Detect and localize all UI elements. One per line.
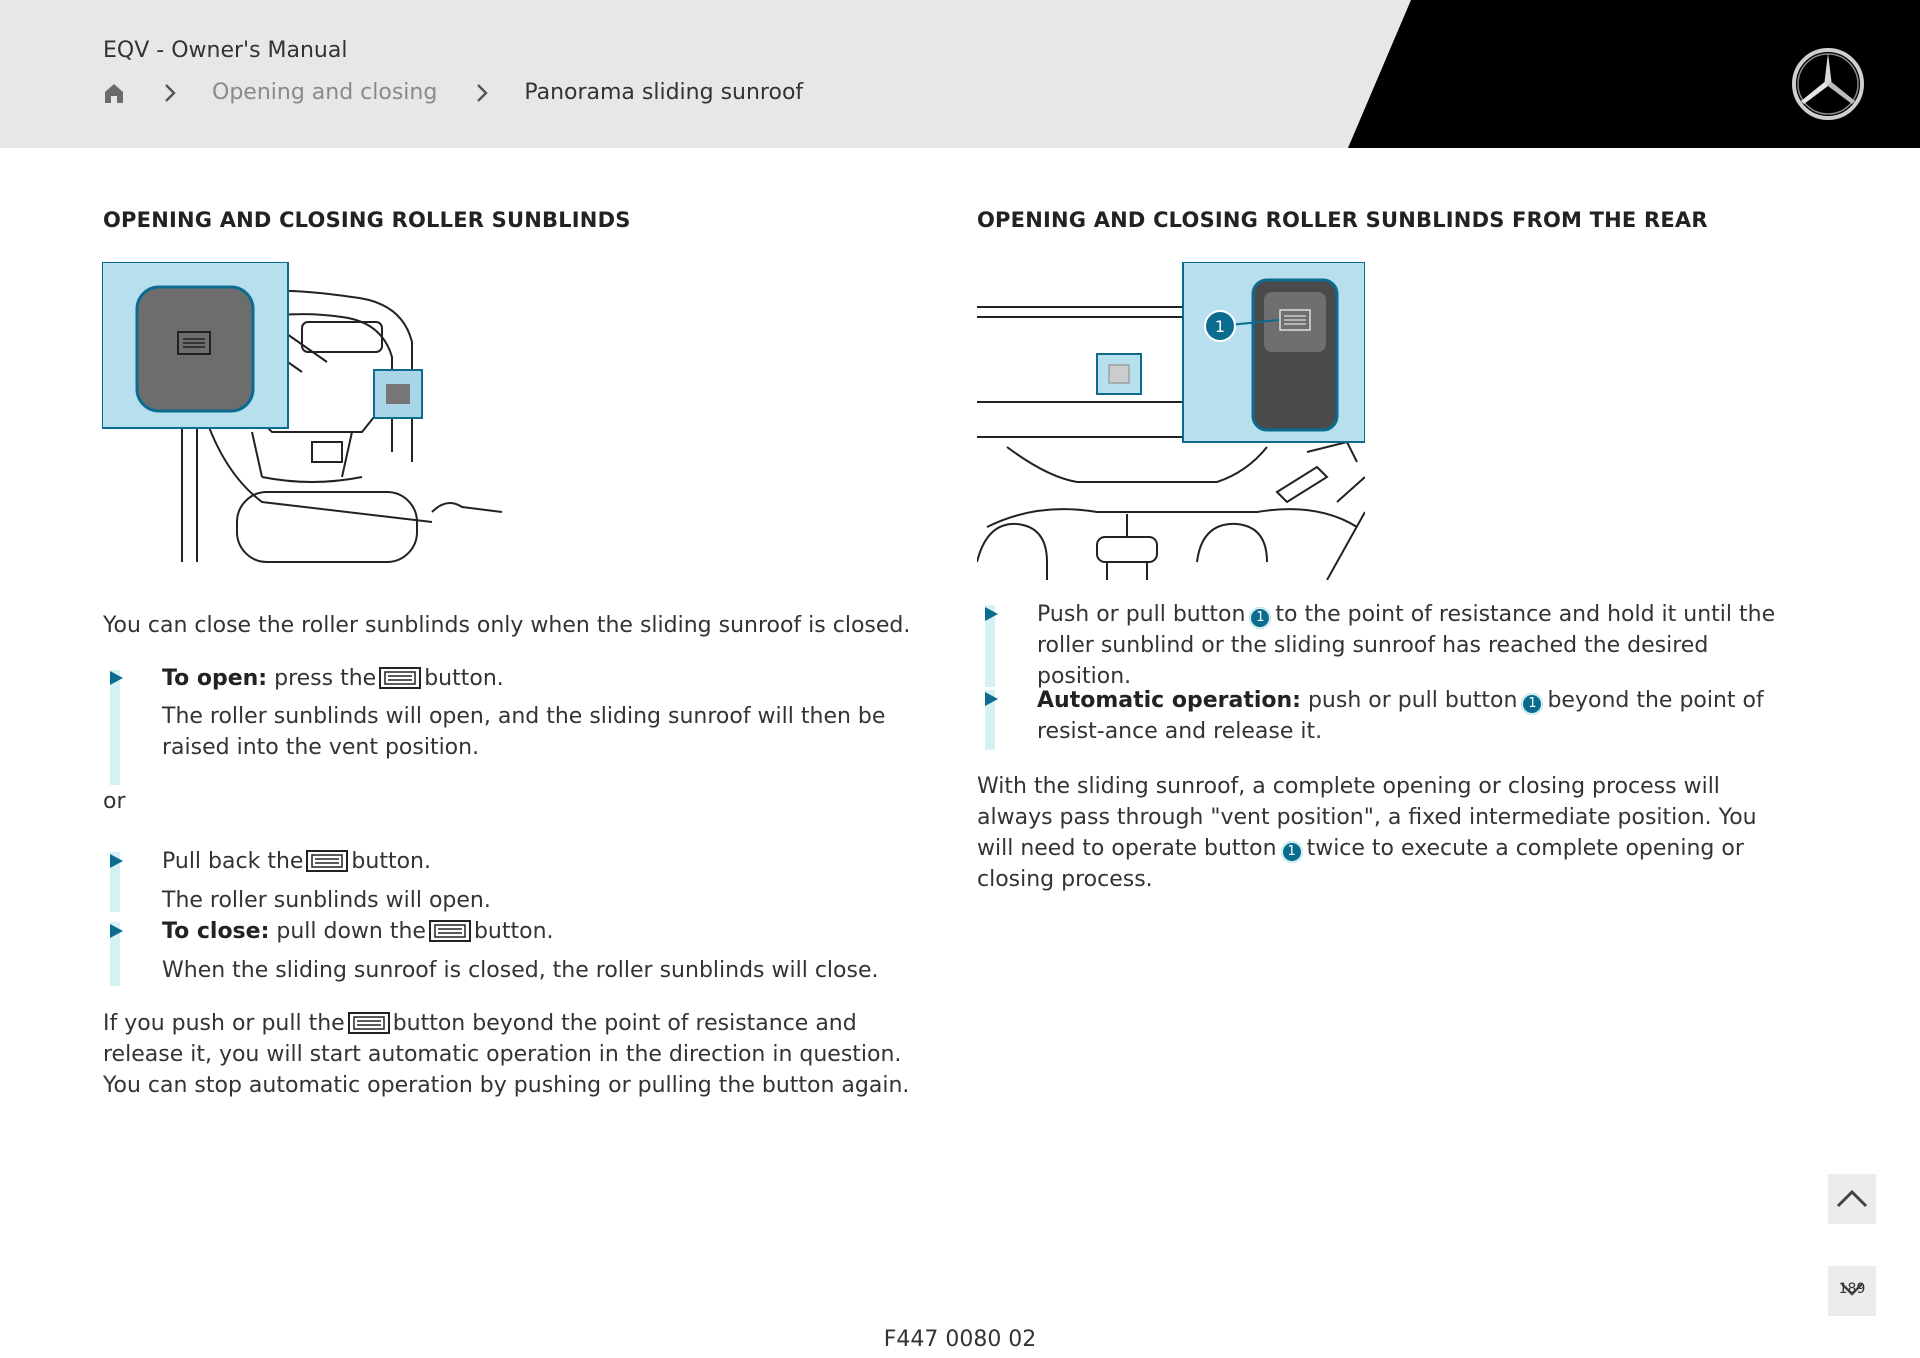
scroll-up-button[interactable]	[1828, 1174, 1876, 1224]
step-text: button.	[351, 849, 431, 874]
step-close-result: When the sliding sunroof is closed, the roller sunblinds will close.	[162, 958, 879, 983]
step-text: beyond the point of resist-ance and release it.	[1037, 688, 1764, 744]
arrow-icon	[985, 607, 998, 621]
step-label: Automatic operation:	[1037, 688, 1301, 713]
step-text: press the	[274, 666, 377, 691]
page-number: 189	[1838, 1281, 1866, 1297]
callout-number: 1	[1214, 317, 1226, 336]
sunblind-button-icon	[348, 1012, 390, 1034]
callout-badge-icon: 1	[1521, 693, 1543, 715]
breadcrumb	[103, 80, 803, 105]
left-heading: OPENING AND CLOSING ROLLER SUNBLINDS	[103, 208, 631, 232]
breadcrumb-current: Panorama sliding sunroof	[524, 80, 804, 105]
vent-position-text	[977, 771, 1777, 895]
arrow-icon	[110, 854, 123, 868]
step-open-result: The roller sunblinds will open, and the sliding sunroof will then be raised into the vent position.	[162, 704, 886, 760]
arrow-icon	[985, 692, 998, 706]
para-text: twice to execute a complete opening or closing process.	[977, 836, 1744, 892]
para-text: With the sliding sunroof, a complete opening or closing process will always pass through "vent position", a fixed intermediate position. You will need to operate button	[977, 774, 1757, 861]
right-heading: OPENING AND CLOSING ROLLER SUNBLINDS FROM THE REAR	[977, 208, 1708, 232]
para-text: If you push or pull the	[103, 1011, 345, 1036]
home-icon[interactable]	[103, 81, 125, 105]
arrow-icon	[110, 671, 123, 685]
step-label: To open:	[162, 666, 268, 691]
callout-badge-icon: 1	[1249, 607, 1271, 629]
sunblind-button-icon	[379, 667, 421, 689]
chevron-up-icon	[1828, 1174, 1876, 1224]
step-text: button.	[473, 919, 554, 944]
step-text: Push or pull button	[1037, 602, 1246, 627]
rear-step-push-pull	[1037, 599, 1797, 692]
chevron-right-icon	[471, 81, 493, 105]
step-text: to the point of resistance and hold it until the roller sunblind or the sliding sunroof has reached the desired position.	[1037, 602, 1776, 689]
breadcrumb-opening-closing[interactable]: Opening and closing	[212, 80, 438, 105]
intro-text: You can close the roller sunblinds only when the sliding sunroof is closed.	[103, 613, 911, 638]
rear-headliner-illustration	[977, 262, 1365, 580]
brand-panel	[0, 0, 1920, 148]
document-code: F447 0080 02	[883, 1327, 1037, 1352]
step-pull-back	[162, 846, 431, 877]
sunblind-button-icon	[429, 920, 471, 942]
mercedes-star-logo	[1790, 46, 1866, 122]
page-header	[0, 0, 1920, 148]
sunblind-button-icon	[306, 850, 348, 872]
step-text: pull down the	[276, 919, 426, 944]
auto-operation-text	[103, 1008, 913, 1101]
step-close	[162, 916, 554, 947]
overhead-console-illustration	[102, 262, 504, 578]
callout-badge-icon: 1	[1281, 841, 1303, 863]
step-text: button.	[424, 666, 504, 691]
step-text: Pull back the	[162, 849, 304, 874]
arrow-icon	[110, 924, 123, 938]
rear-step-automatic	[1037, 685, 1797, 747]
step-label: To close:	[162, 919, 270, 944]
step-text: push or pull button	[1307, 688, 1518, 713]
step-open	[162, 663, 504, 694]
para-text: button beyond the point of resistance and release it, you will start automatic operation in the direction in question. You can stop automatic operation by pushing or pulling the button again.	[103, 1011, 910, 1098]
or-text: or	[103, 789, 126, 814]
step-pull-back-result: The roller sunblinds will open.	[162, 888, 491, 913]
app-title: EQV - Owner's Manual	[103, 38, 348, 63]
step-bar	[110, 670, 120, 785]
chevron-right-icon	[159, 81, 181, 105]
